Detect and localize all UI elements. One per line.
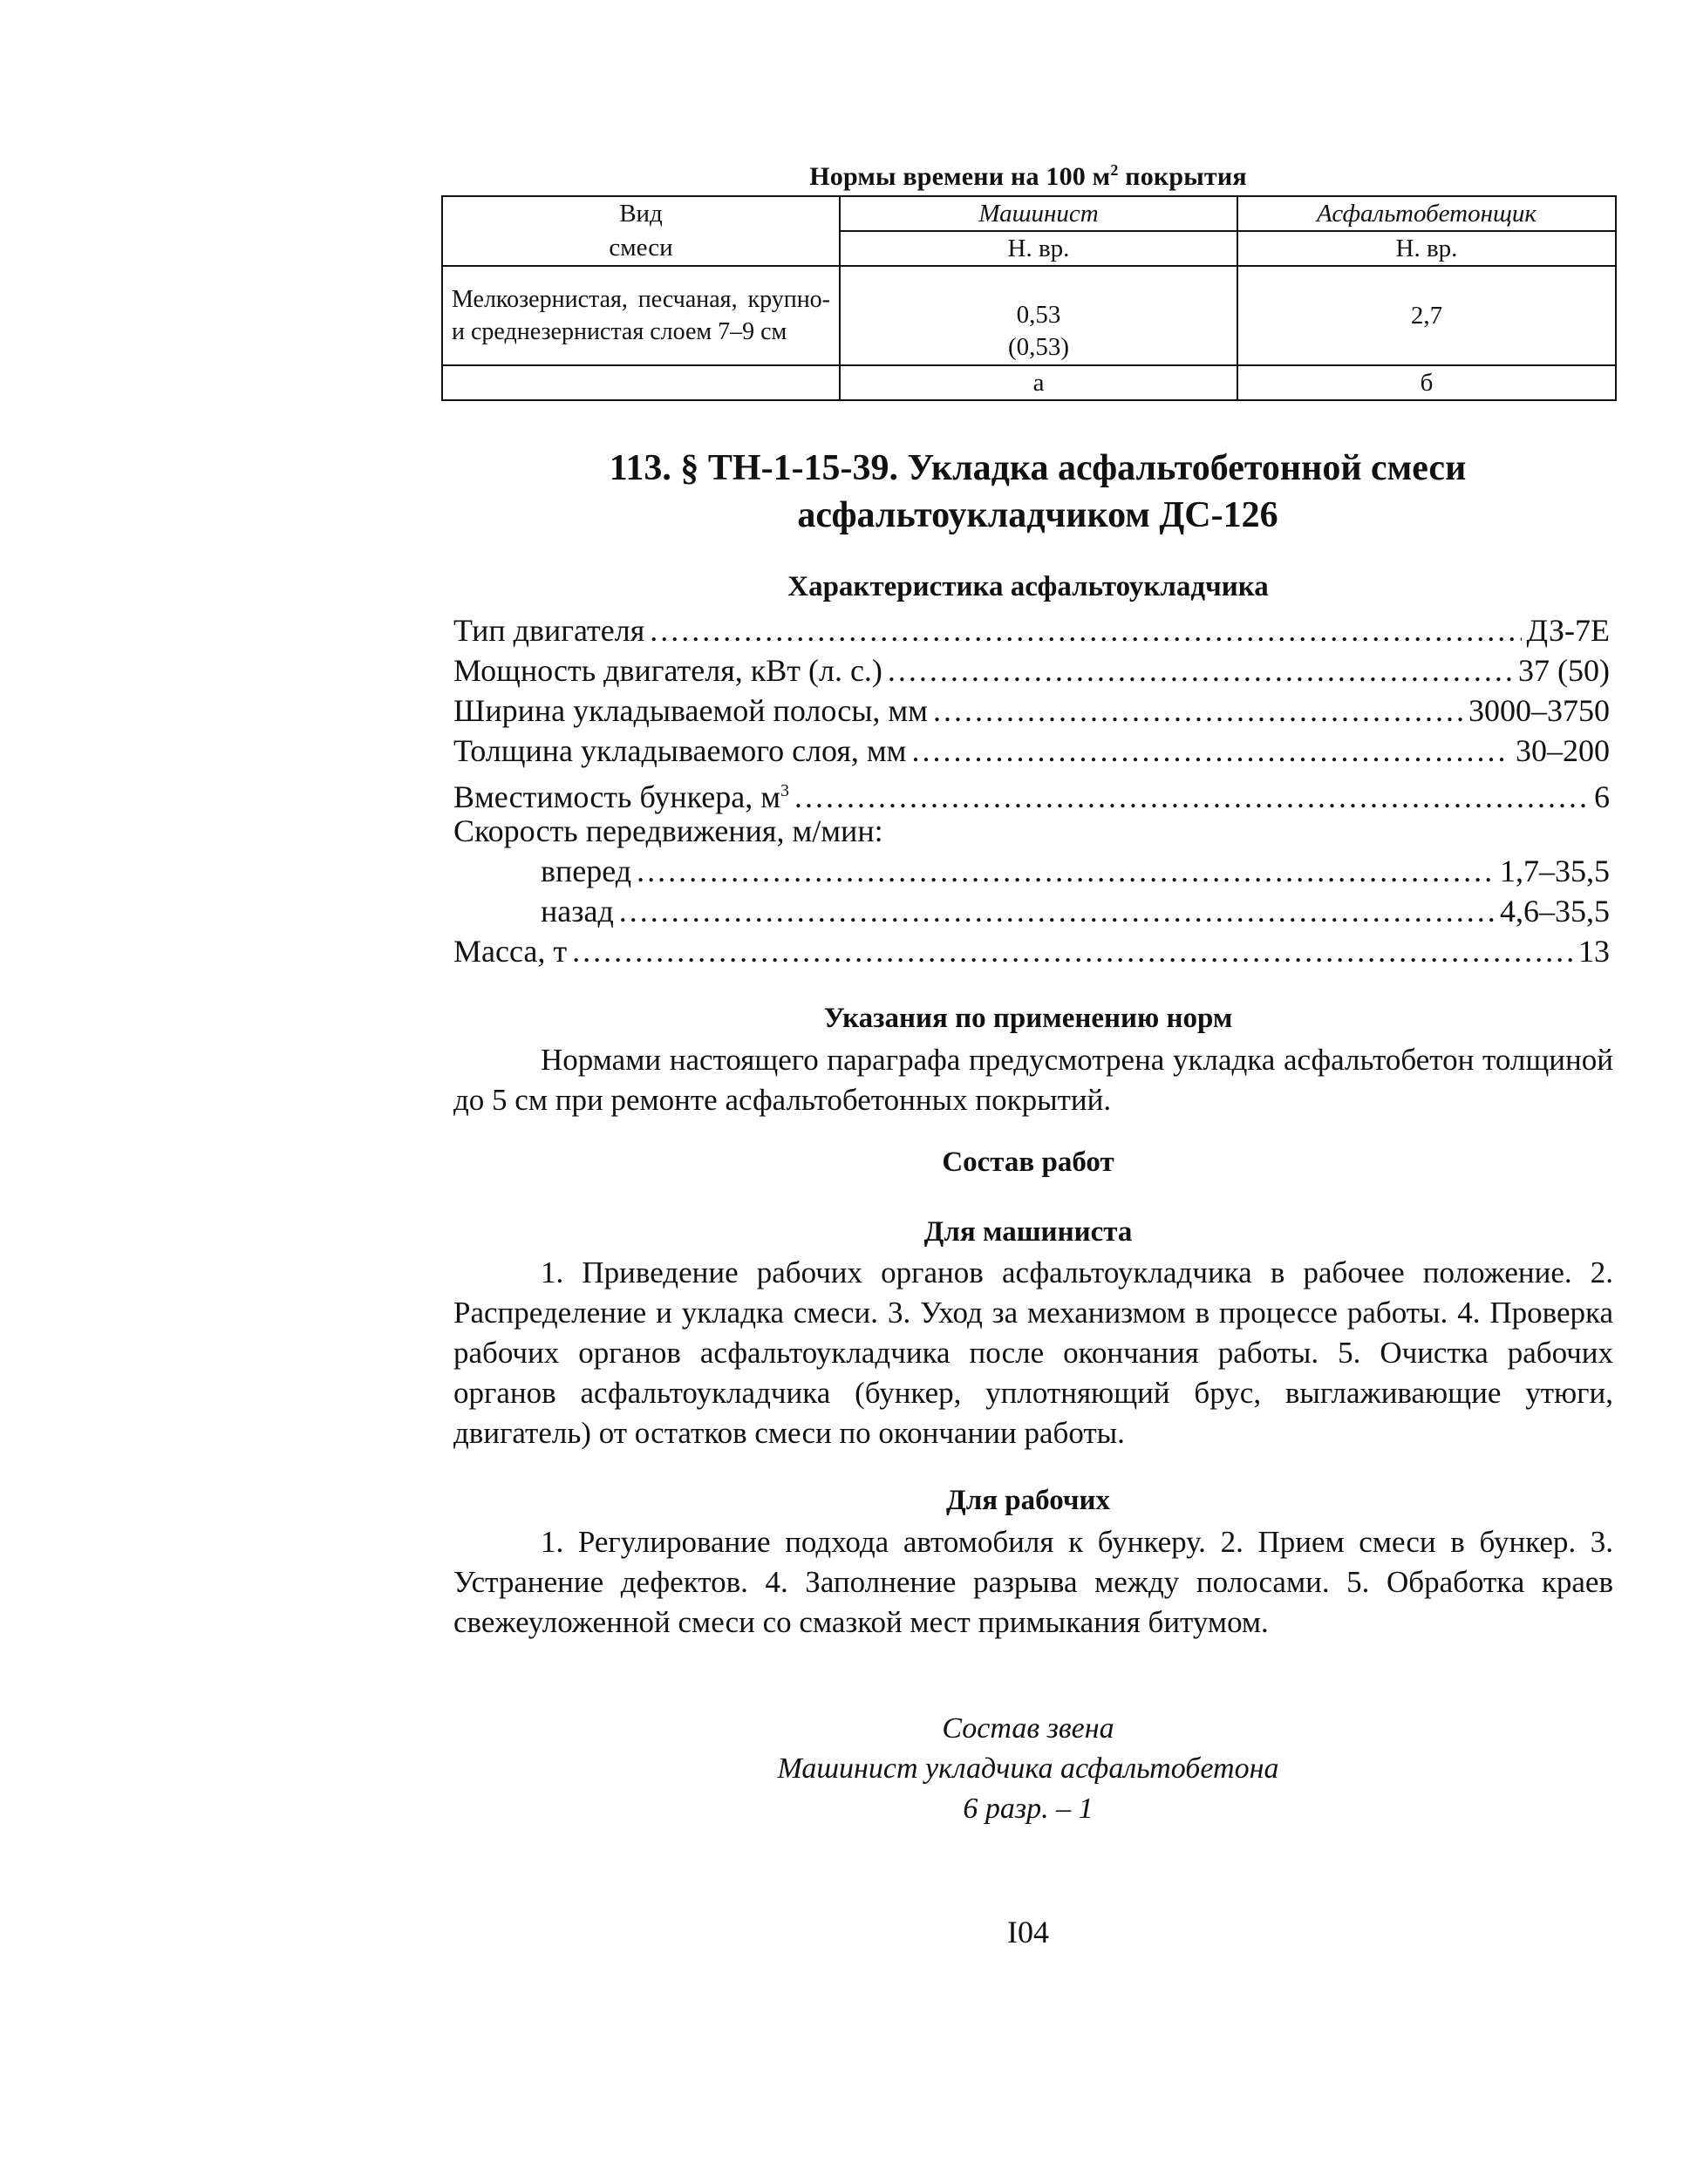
spec-label: Скорость передвижения, м/мин: — [453, 813, 883, 848]
spec-label: Тип двигателя — [453, 613, 645, 648]
page-number: I04 — [1007, 1915, 1049, 1949]
footer-col-b: б — [1237, 365, 1616, 400]
spec-layer-thickness — [453, 731, 1610, 771]
leader-dots — [794, 777, 1589, 817]
crew-heading: Состав звена — [942, 1712, 1114, 1745]
subheader-asphalt-worker-norm: Н. вр. — [1237, 231, 1616, 266]
spec-label: назад — [541, 894, 614, 929]
section-title — [471, 445, 1605, 539]
footer-col-a: а — [840, 365, 1237, 400]
footer-empty-cell — [442, 365, 840, 400]
spec-label: вперед — [541, 854, 632, 888]
leader-dots — [911, 731, 1510, 771]
spec-engine-power — [453, 650, 1610, 691]
section-title-line1: 113. § ТН-1-15-39. Укладка асфальтобетонной смеси — [609, 448, 1467, 488]
header-machinist: Машинист — [840, 196, 1237, 231]
work-composition-heading: Состав работ — [942, 1146, 1114, 1178]
machinist-heading: Для машиниста — [923, 1216, 1133, 1248]
spec-label-sup: 3 — [780, 781, 789, 800]
leader-dots — [650, 610, 1521, 650]
machinist-value: 0,53 — [1016, 301, 1061, 329]
spec-hopper-capacity — [453, 771, 1610, 814]
table-subheader-row — [442, 231, 1616, 266]
leader-dots — [637, 851, 1495, 891]
workers-heading: Для рабочих — [945, 1485, 1110, 1516]
spec-value: 3000–3750 — [1468, 693, 1610, 728]
spec-label: Толщина укладываемого слоя, мм — [453, 733, 907, 768]
header-mix-type: Вид — [442, 196, 840, 231]
table-row — [442, 266, 1616, 365]
leader-dots — [888, 650, 1513, 691]
spec-label: Масса, т — [453, 934, 568, 969]
crew-member: Машинист укладчика асфальтобетона — [777, 1752, 1279, 1785]
machinist-text: 1. Приведение рабочих органов асфальтоукладчика в рабочее положение. 2. Распределение и укладка смеси. 3. Уход за механизмом в процессе работы. 4. Проверка рабочих органов асфальтоукладчика после окончания работы. 5. Очистка рабочих органов асфальтоукладчика (бункер, уплотняющий брус, выглаживающие утюги, двигатель) от остатков смеси по окончании работы. — [453, 1255, 1613, 1450]
instructions-heading: Указания по применению норм — [823, 1003, 1233, 1034]
spec-value: 1,7–35,5 — [1500, 854, 1610, 888]
leader-dots — [933, 691, 1463, 731]
spec-speed-forward — [453, 851, 1610, 891]
norms-table — [441, 195, 1617, 401]
table-header-row — [442, 196, 1616, 231]
spec-strip-width — [453, 691, 1610, 731]
header-mix-type-line2: смеси — [442, 231, 840, 266]
spec-speed-back — [453, 891, 1610, 931]
spec-value: 37 (50) — [1518, 653, 1610, 688]
table-caption — [441, 161, 1615, 192]
spec-value: 4,6–35,5 — [1500, 894, 1610, 929]
leader-dots — [619, 891, 1495, 931]
cell-machinist-value — [840, 266, 1237, 365]
cell-mix-name: Мелкозернистая, песчаная, крупно- и среднезернистая слоем 7–9 см — [442, 266, 840, 365]
spec-mass — [453, 931, 1610, 971]
table-footer-row — [442, 365, 1616, 400]
crew-grade: 6 разр. – 1 — [963, 1793, 1094, 1825]
leader-dots — [572, 931, 1573, 971]
table-caption-tail: покрытия — [1118, 162, 1247, 191]
instructions-text: Нормами настоящего параграфа предусмотрена укладка асфальтобетон толщиной до 5 см при ремонте асфальтобетонных покрытий. — [453, 1043, 1613, 1117]
specs-heading: Характеристика асфальтоукладчика — [787, 571, 1269, 602]
workers-text: 1. Регулирование подхода автомобиля к бункеру. 2. Прием смеси в бункер. 3. Устранение дефектов. 4. Заполнение разрыва между полосами. 5. Обработка краев свежеуложенной смеси со смазкой мест примыкания битумом. — [453, 1525, 1613, 1639]
header-asphalt-worker: Асфальтобетонщик — [1237, 196, 1616, 231]
spec-value: ДЗ-7Е — [1526, 613, 1610, 648]
spec-value: 13 — [1578, 934, 1610, 969]
cell-asphalt-worker-value: 2,7 — [1237, 266, 1616, 365]
machinist-value-alt: (0,53) — [1007, 333, 1070, 361]
spec-engine-type — [453, 610, 1610, 650]
subheader-machinist-norm: Н. вр. — [840, 231, 1237, 266]
crew-composition — [441, 1709, 1615, 1829]
section-title-line2: асфальтоукладчиком ДС-126 — [797, 495, 1278, 535]
spec-value: 30–200 — [1516, 733, 1610, 768]
table-caption-text: Нормы времени на 100 м — [809, 162, 1111, 191]
spec-label: Мощность двигателя, кВт (л. с.) — [453, 653, 882, 688]
table-caption-sup: 2 — [1110, 161, 1119, 179]
spec-label: Ширина укладываемой полосы, мм — [453, 693, 928, 728]
spec-label-text: Вместимость бункера, м — [453, 779, 780, 814]
specs-list — [453, 610, 1610, 971]
spec-value: 6 — [1594, 779, 1610, 814]
